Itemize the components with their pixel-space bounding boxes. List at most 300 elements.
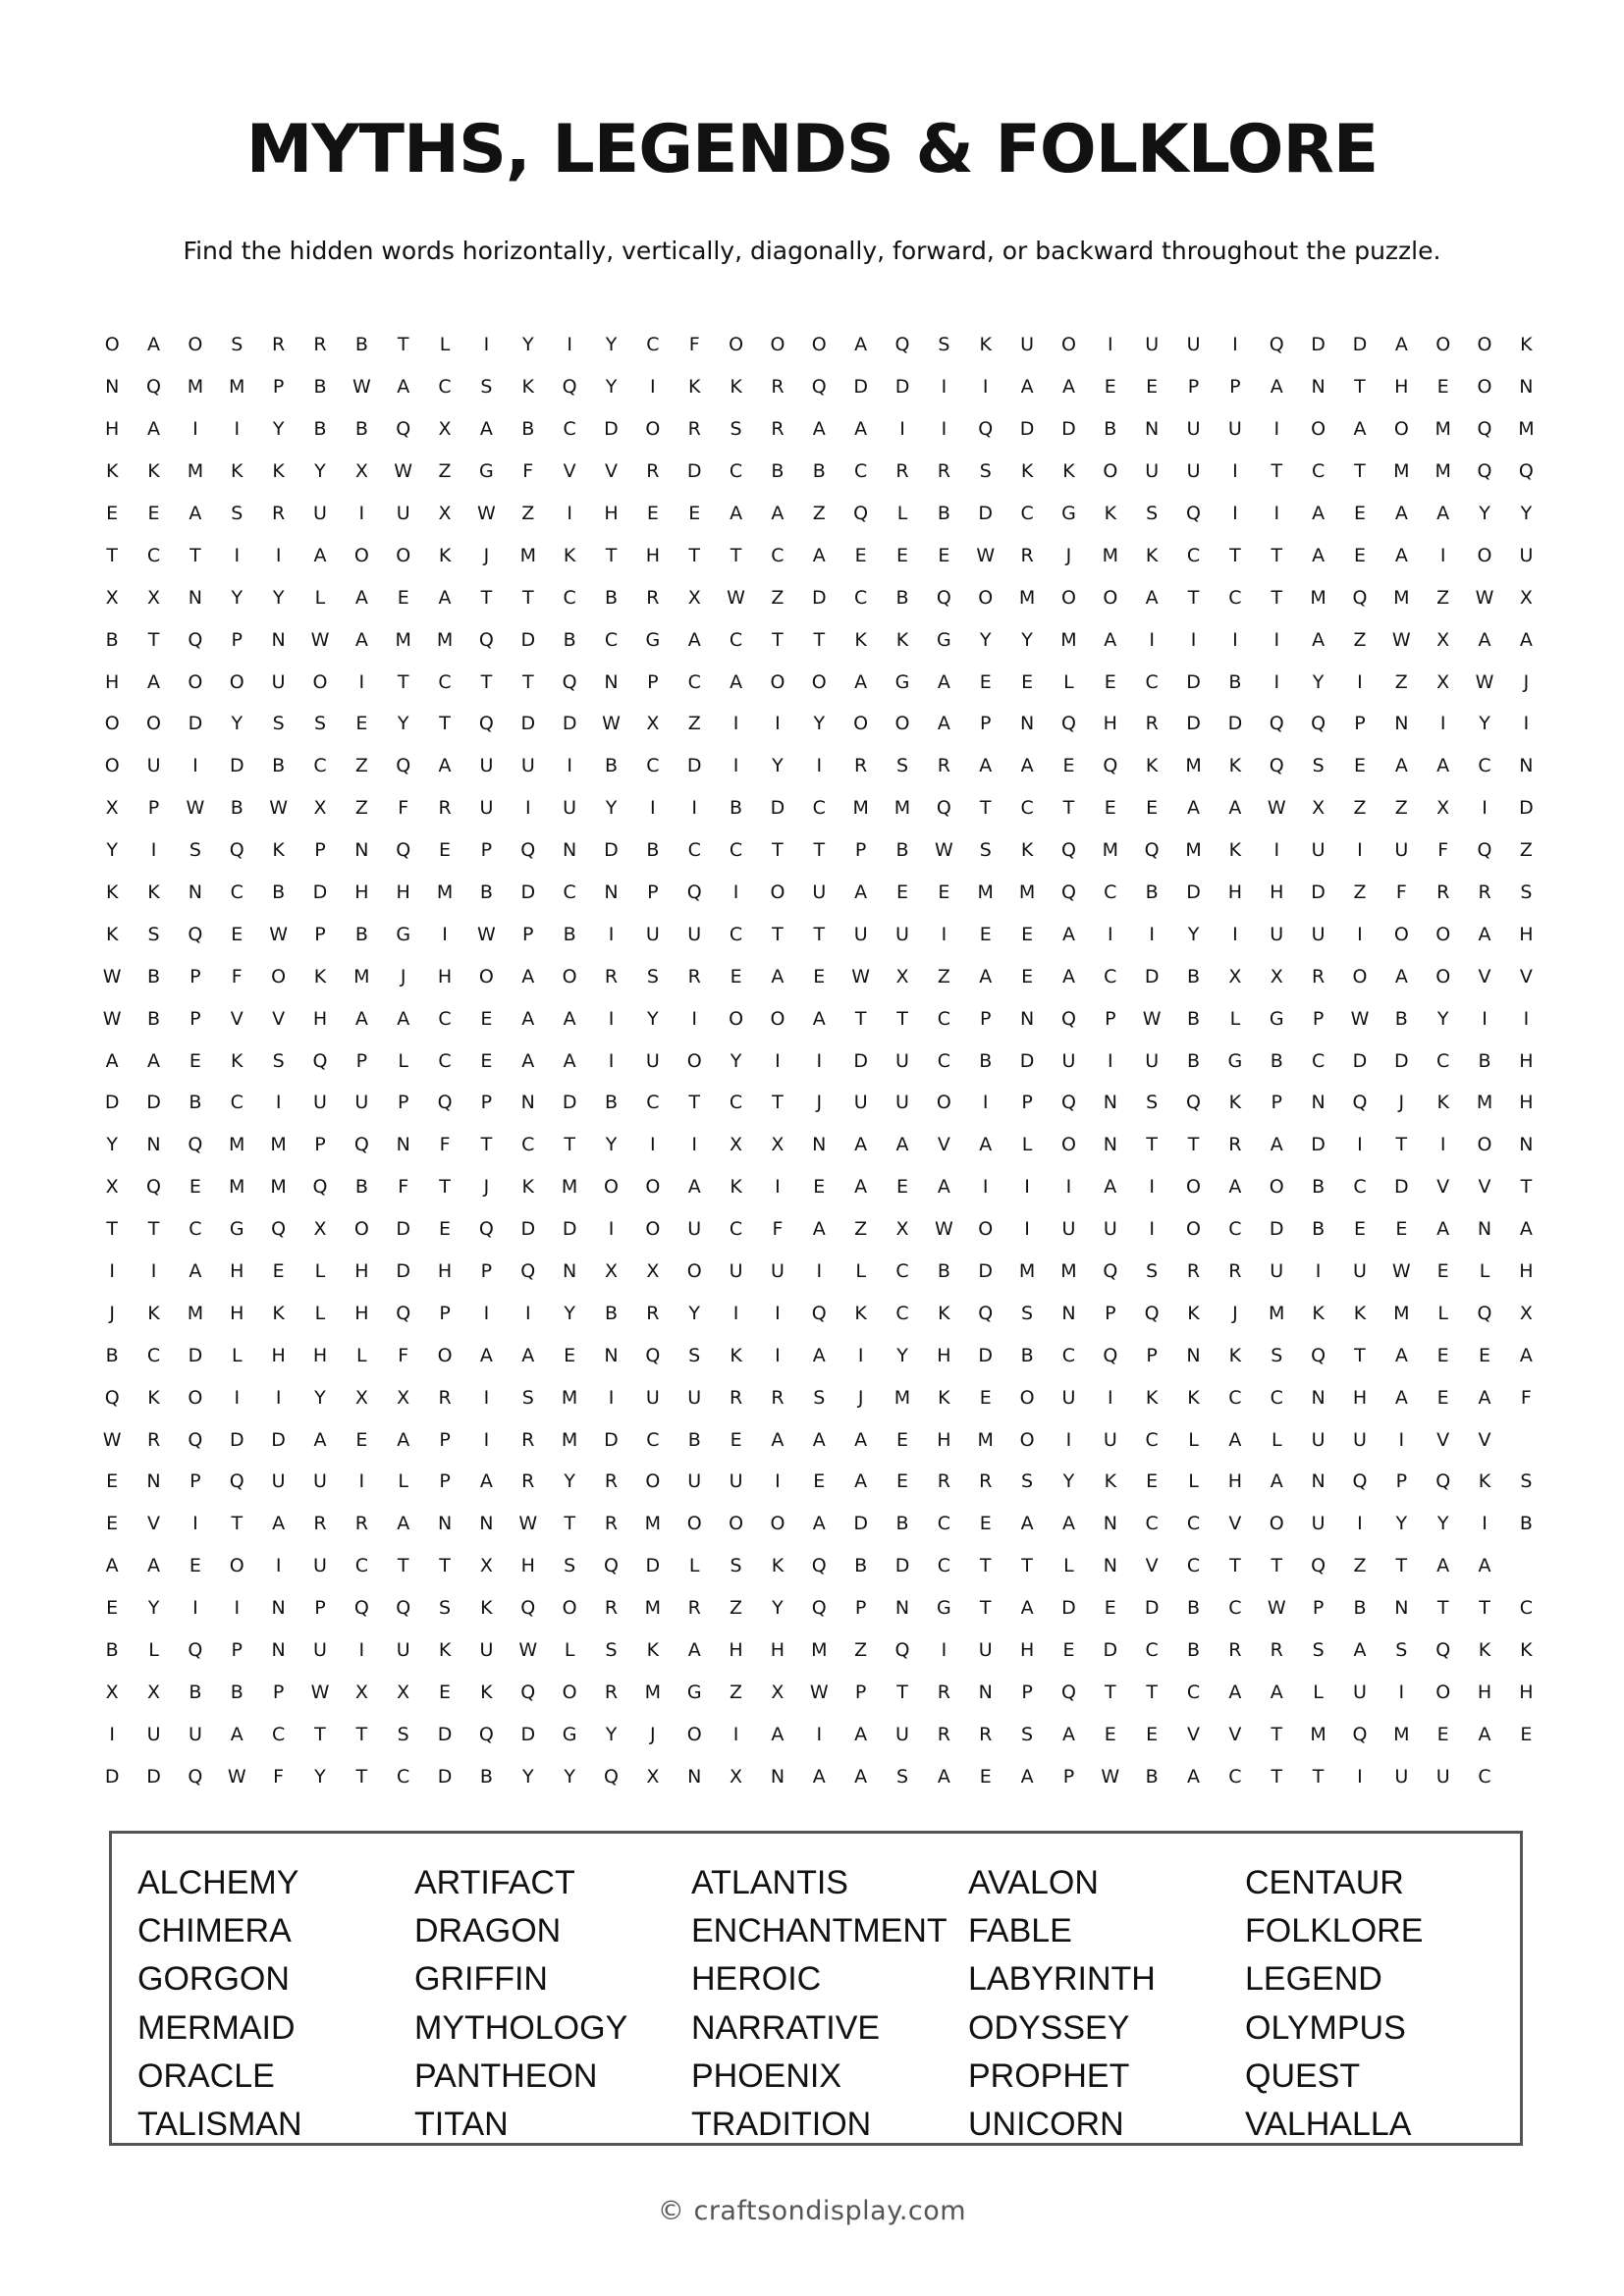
grid-cell: U (1519, 544, 1534, 566)
grid-cell: U (1311, 1428, 1326, 1451)
grid-cell: R (1186, 1260, 1201, 1283)
grid-cell: D (229, 1428, 244, 1451)
grid-cell: T (772, 628, 784, 651)
grid-cell: Y (564, 1470, 575, 1493)
grid-cell: A (521, 1049, 535, 1072)
grid-cell: A (438, 755, 452, 777)
grid-cell: M (270, 1134, 287, 1156)
grid-cell: B (563, 628, 576, 651)
grid-cell: A (1187, 1765, 1201, 1788)
grid-cell: K (480, 1681, 493, 1703)
grid-cell: M (561, 1176, 578, 1199)
grid-cell: D (853, 1049, 868, 1072)
grid-cell: B (272, 755, 286, 777)
grid-cell: Q (811, 1597, 827, 1620)
grid-cell: W (1267, 1597, 1286, 1620)
grid-cell: J (400, 965, 406, 988)
grid-cell: I (982, 376, 989, 399)
grid-cell: A (1061, 376, 1075, 399)
grid-cell: Q (1477, 460, 1492, 483)
grid-cell: U (313, 503, 327, 524)
grid-cell: X (1436, 670, 1450, 693)
grid-cell: Z (854, 1218, 868, 1241)
grid-cell: K (1145, 544, 1159, 566)
grid-row (91, 1292, 1547, 1334)
grid-cell: Q (146, 376, 162, 399)
grid-cell: E (1436, 1386, 1449, 1409)
grid-cell: P (854, 839, 867, 862)
grid-cell: G (937, 628, 951, 651)
grid-row (91, 1040, 1547, 1082)
grid-cell: A (105, 1555, 119, 1577)
grid-cell: X (313, 797, 327, 820)
grid-cell: X (1519, 586, 1533, 609)
grid-cell: S (1395, 1639, 1408, 1662)
grid-cell: X (771, 1681, 785, 1703)
grid-cell: Q (312, 1176, 328, 1199)
grid-cell: O (271, 965, 287, 988)
grid-cell: Q (353, 1597, 369, 1620)
grid-cell: A (105, 1049, 119, 1072)
grid-cell: S (272, 1049, 285, 1072)
grid-cell: T (439, 1555, 451, 1577)
grid-cell: R (646, 586, 660, 609)
grid-cell: H (354, 1302, 369, 1324)
grid-cell: I (150, 1260, 157, 1283)
grid-cell: I (275, 544, 282, 566)
grid-cell: R (604, 1470, 619, 1493)
grid-cell: H (1519, 1260, 1534, 1283)
grid-cell: D (1019, 418, 1035, 441)
grid-cell: O (1435, 923, 1451, 945)
grid-cell: B (1145, 1765, 1159, 1788)
grid-cell: K (521, 376, 534, 399)
grid-cell: I (109, 1260, 115, 1283)
grid-cell: U (563, 797, 577, 820)
grid-cell: I (234, 1597, 241, 1620)
grid-cell: I (1482, 1513, 1488, 1535)
grid-cell: G (396, 923, 411, 945)
grid-cell: E (355, 1428, 368, 1451)
grid-cell: B (1187, 1597, 1201, 1620)
grid-cell: I (732, 1302, 739, 1324)
grid-cell: M (1518, 418, 1535, 441)
grid-cell: Q (478, 713, 494, 735)
grid-cell: O (312, 670, 328, 693)
grid-cell: C (1228, 1765, 1242, 1788)
grid-cell: O (729, 1513, 744, 1535)
grid-cell: Q (1269, 755, 1284, 777)
grid-cell: R (313, 334, 327, 356)
grid-cell: T (1021, 1555, 1033, 1577)
grid-cell: C (354, 1555, 368, 1577)
grid-cell: F (231, 965, 243, 988)
grid-cell: O (853, 713, 869, 735)
grid-cell: E (1353, 1218, 1366, 1241)
grid-cell: O (770, 881, 785, 904)
grid-cell: O (1435, 1681, 1451, 1703)
grid-cell: Y (564, 1302, 575, 1324)
grid-cell: Q (312, 1049, 328, 1072)
grid-cell: B (1270, 1049, 1283, 1072)
grid-cell: K (854, 628, 867, 651)
grid-cell: Q (811, 1555, 827, 1577)
word-list-item: ORACLE (137, 2056, 275, 2095)
grid-cell: N (520, 1092, 535, 1114)
grid-cell: I (358, 670, 365, 693)
grid-cell: C (937, 1513, 950, 1535)
grid-cell: P (272, 1681, 285, 1703)
grid-cell: E (355, 713, 368, 735)
word-list-item: GRIFFIN (414, 1960, 548, 1999)
grid-cell: C (1353, 1176, 1367, 1199)
grid-cell: T (314, 1723, 326, 1745)
grid-cell: C (146, 1344, 161, 1366)
grid-cell: X (438, 418, 452, 441)
grid-cell: A (979, 1134, 993, 1156)
grid-cell: A (979, 755, 993, 777)
grid-cell: Y (813, 713, 826, 735)
grid-cell: J (109, 1302, 115, 1324)
grid-cell: S (605, 1639, 618, 1662)
grid-row (91, 955, 1547, 997)
grid-cell: M (1102, 839, 1118, 862)
grid-cell: U (1394, 1765, 1409, 1788)
grid-row (91, 1713, 1547, 1755)
grid-cell: M (1476, 1092, 1493, 1114)
grid-cell: C (146, 544, 161, 566)
grid-cell: H (396, 881, 410, 904)
grid-cell: Q (978, 1302, 994, 1324)
grid-cell: D (978, 1260, 994, 1283)
grid-cell: W (602, 713, 621, 735)
grid-cell: Q (1477, 1302, 1492, 1324)
grid-cell: L (1063, 1555, 1074, 1577)
grid-cell: Y (521, 334, 534, 356)
word-list-item: TRADITION (691, 2105, 872, 2143)
grid-cell: L (1479, 1260, 1490, 1283)
grid-cell: X (646, 1765, 660, 1788)
grid-cell: G (562, 1723, 577, 1745)
grid-cell: Q (229, 839, 244, 862)
grid-cell: S (439, 1597, 452, 1620)
grid-cell: N (1311, 1386, 1326, 1409)
grid-cell: T (688, 1092, 701, 1114)
grid-cell: M (977, 1428, 994, 1451)
grid-cell: Z (354, 797, 368, 820)
grid-cell: R (687, 965, 701, 988)
grid-cell: Q (353, 1134, 369, 1156)
grid-cell: V (1187, 1723, 1201, 1745)
grid-cell: O (437, 1344, 453, 1366)
grid-cell: N (687, 1765, 702, 1788)
grid-cell: Y (605, 1134, 618, 1156)
grid-cell: V (230, 1007, 244, 1030)
grid-cell: C (1104, 965, 1117, 988)
grid-cell: Q (188, 923, 203, 945)
grid-cell: C (563, 418, 576, 441)
grid-cell: A (1312, 628, 1326, 651)
grid-cell: F (273, 1765, 285, 1788)
grid-cell: I (1482, 797, 1488, 820)
grid-cell: A (521, 1007, 535, 1030)
grid-cell: L (1188, 1470, 1199, 1493)
grid-cell: T (813, 839, 826, 862)
grid-cell: T (1187, 1134, 1200, 1156)
word-list-item: CHIMERA (137, 1912, 292, 1950)
grid-cell: R (1228, 1260, 1242, 1283)
grid-cell: E (189, 1176, 201, 1199)
grid-cell: E (564, 1344, 576, 1366)
grid-cell: E (1353, 755, 1366, 777)
grid-cell: S (1312, 1639, 1325, 1662)
grid-cell: D (853, 1513, 868, 1535)
grid-cell: X (771, 1134, 785, 1156)
grid-cell: I (1232, 334, 1238, 356)
grid-cell: D (312, 881, 328, 904)
grid-cell: T (231, 1513, 244, 1535)
grid-cell: C (854, 460, 868, 483)
grid-cell: E (106, 503, 119, 524)
grid-cell: A (189, 1260, 202, 1283)
grid-cell: X (438, 503, 452, 524)
grid-cell: A (1436, 503, 1450, 524)
grid-cell: C (646, 1092, 660, 1114)
grid-cell: F (1395, 881, 1407, 904)
grid-cell: V (1478, 1428, 1491, 1451)
grid-cell: Q (936, 797, 951, 820)
grid-cell: Q (520, 1681, 536, 1703)
grid-cell: Y (896, 1344, 908, 1366)
grid-cell: A (854, 881, 868, 904)
grid-cell: C (563, 586, 576, 609)
grid-cell: D (520, 1218, 536, 1241)
grid-cell: Q (1186, 503, 1201, 524)
grid-cell: S (397, 1723, 409, 1745)
grid-cell: R (604, 1513, 619, 1535)
grid-cell: Z (812, 503, 826, 524)
grid-cell: I (608, 1049, 615, 1072)
grid-cell: O (1186, 1176, 1201, 1199)
grid-cell: Q (1186, 1092, 1201, 1114)
grid-cell: D (1144, 1597, 1160, 1620)
grid-cell: E (813, 965, 826, 988)
grid-cell: M (1060, 628, 1077, 651)
grid-cell: D (437, 1723, 453, 1745)
word-list-item: AVALON (968, 1864, 1099, 1901)
grid-cell: E (480, 1049, 493, 1072)
grid-cell: Y (605, 334, 618, 356)
grid-cell: R (895, 460, 909, 483)
grid-cell: N (1311, 376, 1326, 399)
grid-cell: N (812, 1134, 827, 1156)
grid-cell: R (438, 797, 452, 820)
grid-cell: I (483, 334, 490, 356)
grid-cell: E (896, 1470, 909, 1493)
grid-cell: X (730, 1134, 743, 1156)
grid-cell: X (479, 1555, 493, 1577)
grid-cell: P (314, 923, 326, 945)
grid-cell: K (1187, 1386, 1200, 1409)
grid-cell: I (775, 1302, 781, 1324)
grid-cell: I (1273, 503, 1280, 524)
grid-cell: T (1395, 1555, 1408, 1577)
grid-cell: R (771, 418, 785, 441)
grid-cell: U (146, 755, 161, 777)
grid-cell: A (854, 1134, 868, 1156)
grid-cell: I (442, 923, 448, 945)
grid-cell: Y (231, 713, 244, 735)
grid-cell: P (854, 1681, 867, 1703)
grid-cell: O (1019, 1386, 1035, 1409)
grid-cell: N (271, 628, 286, 651)
word-list-item: PHOENIX (691, 2056, 842, 2095)
grid-cell: Z (687, 713, 701, 735)
grid-cell: N (271, 1597, 286, 1620)
grid-cell: D (1186, 713, 1201, 735)
grid-cell: X (397, 1681, 410, 1703)
grid-cell: W (310, 1681, 330, 1703)
grid-cell: Q (604, 1765, 619, 1788)
grid-cell: I (1232, 460, 1238, 483)
grid-cell: H (1519, 1681, 1534, 1703)
grid-cell: A (854, 670, 868, 693)
grid-cell: E (979, 1513, 992, 1535)
grid-cell: Q (1435, 1639, 1451, 1662)
grid-cell: P (355, 1049, 368, 1072)
grid-cell: O (604, 1176, 619, 1199)
grid-cell: I (1273, 670, 1280, 693)
grid-cell: Q (894, 1639, 910, 1662)
grid-cell: U (271, 670, 286, 693)
grid-cell: K (272, 1302, 285, 1324)
grid-cell: N (1061, 1302, 1076, 1324)
grid-cell: E (979, 923, 992, 945)
grid-cell: T (730, 544, 742, 566)
word-list-item: LEGEND (1245, 1960, 1382, 1999)
grid-cell: T (1271, 544, 1283, 566)
grid-cell: Y (605, 797, 618, 820)
grid-cell: E (480, 1007, 493, 1030)
grid-cell: D (1352, 334, 1368, 356)
grid-cell: P (480, 1260, 493, 1283)
grid-cell: C (438, 376, 452, 399)
grid-cell: A (1270, 1134, 1283, 1156)
grid-cell: C (895, 1260, 909, 1283)
grid-cell: A (895, 1134, 909, 1156)
grid-cell: L (148, 1639, 159, 1662)
grid-cell: T (1312, 1765, 1325, 1788)
grid-cell: I (1357, 1513, 1363, 1535)
grid-cell: U (354, 1092, 369, 1114)
grid-cell: T (189, 544, 201, 566)
grid-row (91, 408, 1547, 451)
grid-cell: I (524, 797, 531, 820)
grid-cell: O (811, 670, 827, 693)
grid-cell: D (811, 586, 827, 609)
grid-cell: C (1478, 1765, 1491, 1788)
grid-cell: I (1439, 544, 1446, 566)
grid-cell: T (979, 1555, 992, 1577)
grid-cell: Q (1060, 1092, 1076, 1114)
grid-cell: A (1519, 1218, 1533, 1241)
grid-cell: Q (1060, 1681, 1076, 1703)
grid-cell: O (1103, 586, 1118, 609)
grid-cell: S (730, 1555, 742, 1577)
grid-cell: A (812, 1765, 826, 1788)
grid-cell: X (604, 1260, 618, 1283)
grid-cell: I (567, 334, 572, 356)
grid-cell: O (146, 713, 162, 735)
grid-cell: T (355, 1723, 368, 1745)
grid-cell: S (688, 1344, 701, 1366)
grid-cell: B (147, 965, 161, 988)
grid-cell: Y (1021, 628, 1033, 651)
grid-cell: F (772, 1218, 784, 1241)
grid-cell: T (896, 1007, 908, 1030)
grid-cell: K (147, 460, 160, 483)
grid-cell: E (854, 544, 867, 566)
grid-cell: T (772, 923, 784, 945)
grid-cell: K (438, 1639, 452, 1662)
grid-cell: F (1520, 1386, 1532, 1409)
grid-cell: U (812, 881, 827, 904)
grid-cell: S (1312, 755, 1325, 777)
grid-cell: B (354, 334, 368, 356)
grid-cell: B (854, 1555, 868, 1577)
grid-cell: I (1149, 628, 1155, 651)
grid-cell: F (439, 1134, 451, 1156)
grid-cell: P (231, 628, 243, 651)
grid-cell: Q (104, 1386, 120, 1409)
grid-cell: D (978, 1344, 994, 1366)
grid-cell: D (604, 1428, 619, 1451)
grid-cell: I (1108, 1049, 1113, 1072)
grid-cell: H (105, 418, 120, 441)
grid-cell: E (688, 503, 701, 524)
grid-cell: Q (645, 1344, 661, 1366)
grid-cell: P (397, 1092, 409, 1114)
grid-cell: R (604, 965, 619, 988)
grid-cell: E (439, 839, 452, 862)
grid-cell: Z (1394, 797, 1408, 820)
grid-cell: C (438, 670, 452, 693)
grid-cell: E (1104, 1597, 1116, 1620)
grid-cell: I (567, 503, 572, 524)
grid-cell: T (1479, 1597, 1490, 1620)
grid-cell: N (1311, 1470, 1326, 1493)
grid-cell: C (189, 1218, 202, 1241)
grid-cell: O (1477, 1134, 1492, 1156)
grid-cell: S (521, 1386, 534, 1409)
grid-cell: U (1145, 460, 1160, 483)
grid-cell: H (645, 544, 660, 566)
grid-cell: K (730, 376, 742, 399)
grid-row (91, 913, 1547, 955)
grid-cell: T (854, 1007, 867, 1030)
grid-cell: O (188, 1386, 203, 1409)
grid-cell: Q (562, 376, 577, 399)
grid-cell: Y (397, 713, 409, 735)
grid-cell: B (479, 881, 493, 904)
grid-row (91, 829, 1547, 872)
grid-cell: D (1144, 965, 1160, 988)
grid-cell: N (563, 839, 577, 862)
grid-cell: I (1482, 1007, 1488, 1030)
grid-cell: P (1229, 376, 1241, 399)
grid-cell: Q (520, 1597, 536, 1620)
grid-cell: E (938, 881, 950, 904)
